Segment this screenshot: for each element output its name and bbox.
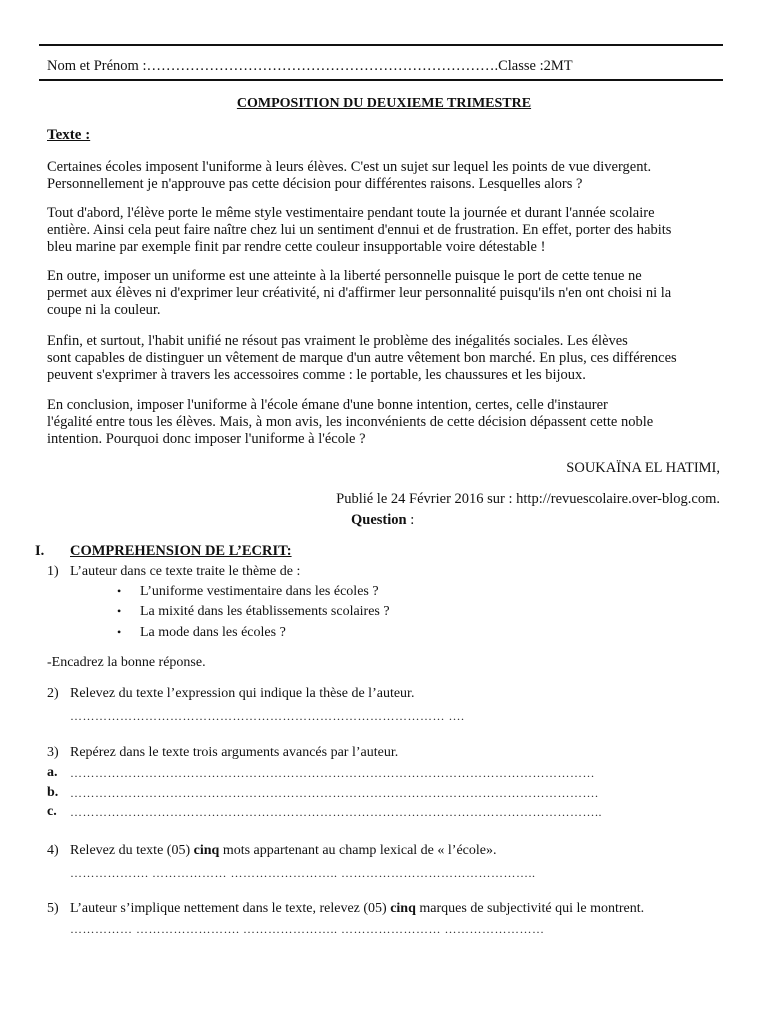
- paragraph-line: bleu marine par exemple finit par rendre cette couleur insupportable voire détestable !: [47, 239, 546, 255]
- option-text: La mixité dans les établissements scolaires ?: [140, 604, 390, 619]
- answer-line[interactable]: …………… ……………………. ………………….. …………………… ……………………: [70, 922, 545, 936]
- name-field[interactable]: Nom et Prénom :………………………………………………………………: [47, 58, 495, 74]
- top-rule: [39, 44, 723, 46]
- question-3: [47, 745, 398, 761]
- question-text: mots appartenant au champ lexical de « l’école».: [219, 843, 497, 858]
- paragraph-line: permet aux élèves ni d'exprimer leur créativité, ni d'affirmer leur personnalité puisqu'ils n'en ont choisi ni la: [47, 285, 672, 301]
- answer-line[interactable]: ……………………………………………………………………………… ….: [70, 709, 465, 723]
- instruction-text: -Encadrez la bonne réponse.: [47, 655, 206, 670]
- question-emphasis: cinq: [390, 901, 416, 916]
- option-1[interactable]: [117, 584, 379, 600]
- bullet-icon: •: [117, 625, 122, 639]
- paragraph-line: Certaines écoles imposent l'uniforme à leurs élèves. C'est un sujet sur lequel les points de vue divergent.: [47, 159, 652, 175]
- paragraph-4: [47, 333, 725, 384]
- paragraph-line: En outre, imposer un uniforme est une atteinte à la liberté personnelle puisque le port de cette tenue ne: [47, 268, 642, 284]
- question-text: marques de subjectivité qui le montrent.: [415, 901, 645, 916]
- paragraph-3: [47, 268, 725, 319]
- item-letter-a: a.: [47, 765, 58, 780]
- item-letter-c: c.: [47, 804, 57, 819]
- paragraph-5: [47, 397, 725, 448]
- question-1: [47, 564, 300, 580]
- student-header: [47, 58, 573, 75]
- question-text: L’auteur dans ce texte traite le thème de :: [70, 564, 301, 579]
- section-label: COMPREHENSION DE L’ECRIT:: [70, 543, 292, 559]
- question-number: 2): [47, 686, 59, 701]
- question-number: 1): [47, 564, 59, 579]
- paragraph-line: sont capables de distinguer un vêtement de marque d'un autre vêtement bon marché. En plus, ces différences: [47, 350, 677, 366]
- question-5: [47, 901, 644, 917]
- paragraph-line: Tout d'abord, l'élève porte le même style vestimentaire pendant toute la journée et durant l'année scolaire: [47, 205, 655, 221]
- question-number: 3): [47, 745, 59, 760]
- author-signature: SOUKAÏNA EL HATIMI,: [566, 460, 720, 476]
- paragraph-2: [47, 205, 725, 256]
- paragraph-line: En conclusion, imposer l'uniforme à l'école émane d'une bonne intention, certes, celle d'instaurer: [47, 397, 608, 413]
- header-rule: [39, 79, 723, 81]
- question-colon: :: [406, 512, 415, 528]
- section-number: I.: [35, 543, 45, 559]
- paragraph-line: intention. Pourquoi donc imposer l'uniforme à l'école ?: [47, 431, 366, 447]
- answer-line[interactable]: ………………. ……………… …………………….. ………………………………………..: [70, 866, 536, 880]
- item-letter-b: b.: [47, 785, 59, 800]
- option-3[interactable]: [117, 625, 286, 641]
- answer-line[interactable]: ………………………………………………………………………………………………………………: [70, 766, 595, 780]
- question-emphasis: cinq: [193, 843, 220, 858]
- paragraph-line: coupe ni la couleur.: [47, 302, 161, 318]
- option-2[interactable]: [117, 604, 390, 620]
- answer-line[interactable]: ……………………………………………………………………………………………………………….: [70, 786, 599, 800]
- question-label: Question: [351, 512, 407, 528]
- answer-line[interactable]: ………………………………………………………………………………………………………………..: [70, 805, 602, 819]
- question-text: Repérez dans le texte trois arguments avancés par l’auteur.: [70, 745, 399, 760]
- paragraph-line: peuvent s'exprimer à travers les accessoires comme : le portable, les chaussures et les bijoux.: [47, 367, 586, 383]
- question-number: 4): [47, 843, 59, 858]
- paragraph-line: l'égalité entre tous les élèves. Mais, à mon avis, les inconvénients de cette décision dépassent cette noble: [47, 414, 654, 430]
- question-text: Relevez du texte l’expression qui indique la thèse de l’auteur.: [70, 686, 415, 701]
- paragraph-line: entière. Ainsi cela peut faire naître chez lui un sentiment d'ennui et de frustration. En effet, porter des habits: [47, 222, 672, 238]
- page-title: COMPOSITION DU DEUXIEME TRIMESTRE: [236, 96, 532, 111]
- paragraph-1: [47, 159, 725, 193]
- question-2: [47, 686, 414, 702]
- option-text: La mode dans les écoles ?: [140, 625, 286, 640]
- texte-label: Texte :: [47, 127, 91, 143]
- publication-source: Publié le 24 Février 2016 sur : http://revuescolaire.over-blog.com.: [336, 491, 720, 507]
- paragraph-line: Personnellement je n'approuve pas cette décision pour différentes raisons. Lesquelles alors ?: [47, 176, 583, 192]
- question-number: 5): [47, 901, 59, 916]
- question-text: L’auteur s’implique nettement dans le texte, relevez (05): [70, 901, 391, 916]
- question-text: Relevez du texte (05): [70, 843, 194, 858]
- bullet-icon: •: [117, 584, 122, 598]
- bullet-icon: •: [117, 604, 122, 618]
- option-text: L’uniforme vestimentaire dans les écoles ?: [140, 584, 379, 599]
- question-heading: [351, 512, 414, 529]
- class-label: .Classe :2MT: [494, 58, 573, 74]
- section-heading: [35, 543, 292, 560]
- paragraph-line: Enfin, et surtout, l'habit unifié ne résout pas vraiment le problème des inégalités sociales. Les élèves: [47, 333, 628, 349]
- question-4: [47, 843, 496, 859]
